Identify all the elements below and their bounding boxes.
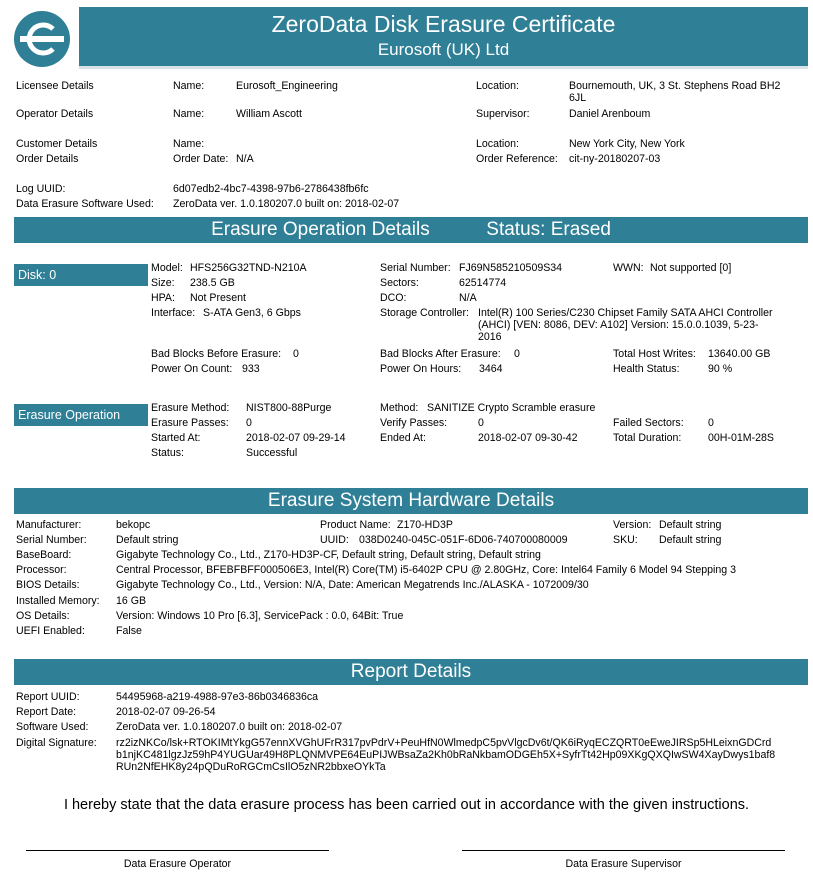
- method: NIST800-88Purge: [246, 402, 332, 414]
- customer-location-label: Location:: [476, 138, 519, 150]
- hw-processor: Central Processor, BFEBFBFF000506E3, Intel(R) Core(TM) i5-6402P CPU @ 2.80GHz, Core: Intel64 Family 6 Model 94 Stepping 3: [116, 564, 736, 576]
- bad-after-label: Bad Blocks After Erasure:: [380, 348, 501, 360]
- hw-sku: Default string: [659, 534, 722, 546]
- licensee-name: Eurosoft_Engineering: [236, 80, 338, 92]
- disk-hpa-label: HPA:: [151, 292, 175, 304]
- passes-label: Erasure Passes:: [151, 417, 229, 429]
- hw-os: Version: Windows 10 Pro [6.3], ServicePack : 0.0, 64Bit: True: [116, 610, 404, 622]
- power-hours-label: Power On Hours:: [380, 363, 462, 375]
- bad-before: 0: [293, 348, 299, 360]
- supervisor-name: Daniel Arenboum: [569, 108, 651, 120]
- erasure-operation-box: Erasure Operation: [14, 404, 148, 426]
- power-hours: 3464: [479, 363, 503, 375]
- disk-serial-label: Serial Number:: [380, 262, 451, 274]
- erasure-section-header: [14, 217, 808, 243]
- disk-interface-label: Interface:: [151, 307, 196, 319]
- power-count-label: Power On Count:: [151, 363, 233, 375]
- bad-after: 0: [514, 348, 520, 360]
- hw-baseboard-label: BaseBoard:: [16, 549, 72, 561]
- failed-label: Failed Sectors:: [613, 417, 684, 429]
- hw-uefi-label: UEFI Enabled:: [16, 625, 85, 637]
- report-date-label: Report Date:: [16, 706, 77, 718]
- supervisor-signature-label: Data Erasure Supervisor: [565, 858, 682, 870]
- hw-version: Default string: [659, 519, 722, 531]
- status: Successful: [246, 447, 298, 459]
- log-uuid: 6d07edb2-4bc7-4398-97b6-2786438fb6fc: [173, 183, 369, 195]
- host-writes-label: Total Host Writes:: [613, 348, 696, 360]
- hw-version-label: Version:: [613, 519, 652, 531]
- report-uuid-label: Report UUID:: [16, 691, 80, 703]
- operator-signature-line: [26, 850, 329, 851]
- hw-bios: Gigabyte Technology Co., Ltd., Version: N/A, Date: American Megatrends Inc./ALASKA - 1072009/30: [116, 579, 589, 591]
- report-uuid: 54495968-a219-4988-97e3-86b0346836ca: [116, 691, 319, 703]
- disk-hpa: Not Present: [190, 292, 246, 304]
- started-label: Started At:: [151, 432, 201, 444]
- ended: 2018-02-07 09-30-42: [478, 432, 578, 444]
- declaration-statement: I hereby state that the data erasure process has been carried out in accordance with the given instructions.: [63, 797, 750, 813]
- report-software-label: Software Used:: [16, 721, 89, 733]
- hw-manufacturer-label: Manufacturer:: [16, 519, 82, 531]
- page-subtitle: Eurosoft (UK) Ltd: [377, 40, 510, 59]
- method2: SANITIZE Crypto Scramble erasure: [427, 402, 596, 414]
- customer-label: Customer Details: [16, 138, 98, 150]
- supervisor-signature-line: [462, 850, 785, 851]
- duration: 00H-01M-28S: [708, 432, 774, 444]
- health-label: Health Status:: [613, 363, 680, 375]
- passes: 0: [246, 417, 252, 429]
- eurosoft-logo-icon: [13, 10, 71, 68]
- duration-label: Total Duration:: [613, 432, 682, 444]
- supervisor-label: Supervisor:: [476, 108, 530, 120]
- disk-sectors: 62514774: [459, 277, 507, 289]
- disk-dco: N/A: [459, 292, 477, 304]
- operator-name: William Ascott: [236, 108, 302, 120]
- order-date: N/A: [236, 153, 254, 165]
- erasure-section-title: Erasure Operation Details: [211, 219, 430, 240]
- report-signature: rz2izNKCo/lsk+RTOKIMtYkgG57ennXVGhUFrR317pvPdrV+PeuHfN0WlmedpC5pvVlgcDv6t/QK6iRyqECZQRT0eEweJIRSp5HLeixnGDCrdb1njKC481lgzJz59hP4YUGUar49H8PLQNMVPE64EuPIJWBsaZa2Kh0bRaNkbamODGEh5X+SyfrTt42Hp09XKgQXQIwSW4XayDwys1baf8RUn2NfEHK8y24pQDuRoRGCmCsIlO5zNR2bbxeOYkTa: [116, 737, 776, 773]
- failed: 0: [708, 417, 714, 429]
- hw-bios-label: BIOS Details:: [16, 579, 80, 591]
- licensee-location-label: Location:: [476, 80, 519, 92]
- disk-box: Disk: 0: [14, 264, 148, 286]
- disk-wwn: Not supported [0]: [650, 262, 732, 274]
- hw-serial: Default string: [116, 534, 179, 546]
- disk-interface: S-ATA Gen3, 6 Gbps: [203, 307, 301, 319]
- order-date-label: Order Date:: [173, 153, 229, 165]
- customer-location: New York City, New York: [569, 138, 685, 150]
- disk-serial: FJ69N585210509S34: [459, 262, 563, 274]
- status-label: Status:: [151, 447, 184, 459]
- order-label: Order Details: [16, 153, 79, 165]
- page-title: ZeroData Disk Erasure Certificate: [271, 11, 616, 37]
- report-date: 2018-02-07 09-26-54: [116, 706, 216, 718]
- hw-manufacturer: bekopc: [116, 519, 151, 531]
- report-software: ZeroData ver. 1.0.180207.0 built on: 2018-02-07: [116, 721, 343, 733]
- hw-serial-label: Serial Number:: [16, 534, 87, 546]
- disk-sectors-label: Sectors:: [380, 277, 419, 289]
- operator-name-label: Name:: [173, 108, 205, 120]
- verify-label: Verify Passes:: [380, 417, 448, 429]
- method2-label: Method:: [380, 402, 419, 414]
- software-label: Data Erasure Software Used:: [16, 198, 154, 210]
- hw-sku-label: SKU:: [613, 534, 638, 546]
- report-signature-label: Digital Signature:: [16, 737, 97, 749]
- operator-label: Operator Details: [16, 108, 94, 120]
- hw-processor-label: Processor:: [16, 564, 67, 576]
- licensee-name-label: Name:: [173, 80, 205, 92]
- power-count: 933: [242, 363, 260, 375]
- hw-product: Z170-HD3P: [397, 519, 453, 531]
- disk-wwn-label: WWN:: [613, 262, 644, 274]
- log-uuid-label: Log UUID:: [16, 183, 66, 195]
- disk-dco-label: DCO:: [380, 292, 407, 304]
- disk-model: HFS256G32TND-N210A: [190, 262, 307, 274]
- hardware-section-header: Erasure System Hardware Details: [14, 488, 808, 514]
- hw-os-label: OS Details:: [16, 610, 70, 622]
- hw-product-label: Product Name:: [320, 519, 391, 531]
- verify: 0: [478, 417, 484, 429]
- licensee-label: Licensee Details: [16, 80, 94, 92]
- method-label: Erasure Method:: [151, 402, 230, 414]
- hw-memory-label: Installed Memory:: [16, 595, 100, 607]
- hw-baseboard: Gigabyte Technology Co., Ltd., Z170-HD3P-CF, Default string, Default string, Default string: [116, 549, 541, 561]
- report-section-header: Report Details: [14, 659, 808, 685]
- disk-model-label: Model:: [151, 262, 183, 274]
- customer-name-label: Name:: [173, 138, 205, 150]
- disk-size-label: Size:: [151, 277, 175, 289]
- order-ref: cit-ny-20180207-03: [569, 153, 661, 165]
- host-writes: 13640.00 GB: [708, 348, 771, 360]
- disk-size: 238.5 GB: [190, 277, 235, 289]
- hw-memory: 16 GB: [116, 595, 147, 607]
- order-ref-label: Order Reference:: [476, 153, 558, 165]
- bad-before-label: Bad Blocks Before Erasure:: [151, 348, 282, 360]
- hw-uefi: False: [116, 625, 142, 637]
- hw-uuid: 038D0240-045C-051F-6D06-740700080009: [359, 534, 568, 546]
- hw-uuid-label: UUID:: [320, 534, 349, 546]
- erasure-status: Status: Erased: [486, 219, 611, 240]
- licensee-location: Bournemouth, UK, 3 St. Stephens Road BH2 6JL: [569, 80, 781, 104]
- ended-label: Ended At:: [380, 432, 426, 444]
- disk-controller: Intel(R) 100 Series/C230 Chipset Family SATA AHCI Controller (AHCI) [VEN: 8086, DEV: A102] Version: 15.0.0.1039, 5-23-2016: [478, 307, 773, 343]
- health: 90 %: [708, 363, 733, 375]
- software-value: ZeroData ver. 1.0.180207.0 built on: 2018-02-07: [173, 198, 400, 210]
- started: 2018-02-07 09-29-14: [246, 432, 346, 444]
- header-banner: [79, 7, 808, 69]
- operator-signature-label: Data Erasure Operator: [123, 858, 232, 870]
- disk-controller-label: Storage Controller:: [380, 307, 469, 319]
